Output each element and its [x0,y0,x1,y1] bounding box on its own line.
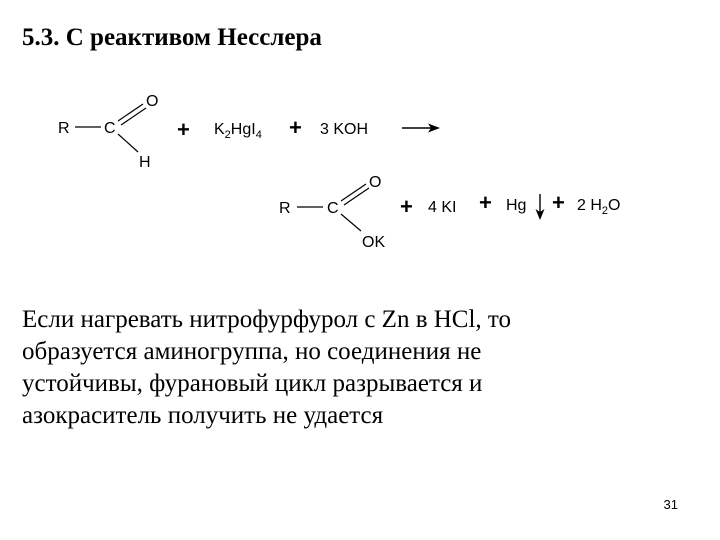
koh-label: 3 KOH [320,121,369,138]
water-sub-2: 2 [601,205,609,217]
salt-c-ok-bond [341,214,361,231]
body-line-4: азокраситель получить не удается [22,402,384,429]
page-number: 31 [663,497,678,512]
plus-sign-4: + [479,190,492,215]
salt-o-label: O [369,174,382,191]
slide-title: 5.3. С реактивом Несслера [22,24,322,51]
aldehyde-ch-bond [118,134,138,152]
salt-c-label: C [327,200,339,217]
plus-sign-2: + [289,115,302,140]
nessler-k: K [214,121,225,138]
aldehyde-c-label: C [104,120,116,137]
body-paragraph [22,304,702,432]
plus-sign-1: + [177,117,190,142]
aldehyde-r-label: R [58,120,70,137]
nessler-sub-2: 2 [224,129,231,141]
salt-ok-label: OK [362,234,386,251]
nessler-sub-4: 4 [255,129,262,141]
body-line-3: устойчивы, фурановый цикл разрывается и [22,370,483,397]
hg-label: Hg [506,197,527,214]
ki-label: 4 KI [428,199,457,216]
aldehyde-h-label: H [139,154,151,171]
plus-sign-5: + [552,190,565,215]
aldehyde-o-label: O [146,93,159,110]
water-formula [577,197,620,217]
plus-sign-3: + [400,194,413,219]
salt-r-label: R [279,200,291,217]
water-o: O [608,197,621,214]
nessler-reagent-formula [214,121,262,141]
water-2h: 2 H [577,197,602,214]
body-line-1: Если нагревать нитрофурфурол с Zn в HCl, то [22,306,512,333]
body-line-2: образуется аминогруппа, но соединения не [22,338,482,365]
nessler-hgi: HgI [230,121,256,138]
